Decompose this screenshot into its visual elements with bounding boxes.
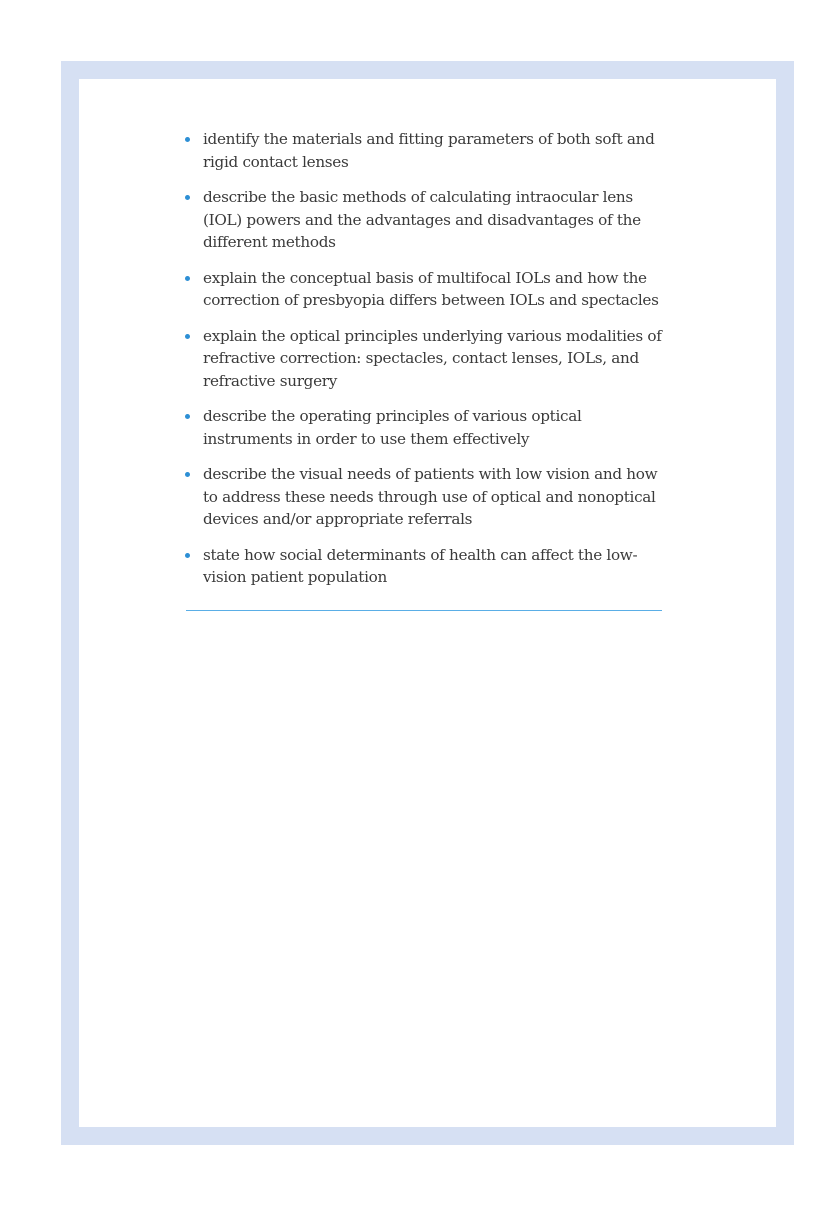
- list-item: [183, 405, 673, 450]
- bullet-icon: [185, 334, 190, 339]
- bullet-icon: [185, 195, 190, 200]
- list-item-text: explain the optical principles underlying various modalities of refractive correction: spectacles, contact lenses, IOLs, and refractive surgery: [203, 326, 662, 390]
- page-frame: [61, 61, 794, 1145]
- list-item-text: describe the visual needs of patients with low vision and how to address these needs through use of optical and nonoptical devices and/or appropriate referrals: [203, 465, 658, 528]
- list-item: [183, 267, 673, 312]
- list-item-text: state how social determinants of health can affect the low-vision patient population: [203, 545, 638, 586]
- bullet-icon: [185, 276, 190, 281]
- bullet-icon: [185, 414, 190, 419]
- bullet-icon: [185, 137, 190, 142]
- section-divider: [186, 610, 662, 611]
- bullet-icon: [185, 472, 190, 477]
- list-item-text: describe the operating principles of various optical instruments in order to use them effectively: [203, 407, 582, 448]
- list-item: [183, 463, 673, 531]
- list-item: [183, 128, 673, 173]
- list-item-text: identify the materials and fitting parameters of both soft and rigid contact lenses: [203, 130, 655, 171]
- bullet-icon: [185, 553, 190, 558]
- list-item-text: explain the conceptual basis of multifocal IOLs and how the correction of presbyopia differs between IOLs and spectacles: [203, 268, 659, 309]
- list-item-text: describe the basic methods of calculating intraocular lens (IOL) powers and the advantages and disadvantages of the different methods: [203, 188, 641, 251]
- list-item: [183, 186, 673, 254]
- page-content: [79, 79, 776, 1127]
- list-item: [183, 325, 673, 393]
- list-item: [183, 544, 673, 589]
- objectives-list: [183, 128, 673, 602]
